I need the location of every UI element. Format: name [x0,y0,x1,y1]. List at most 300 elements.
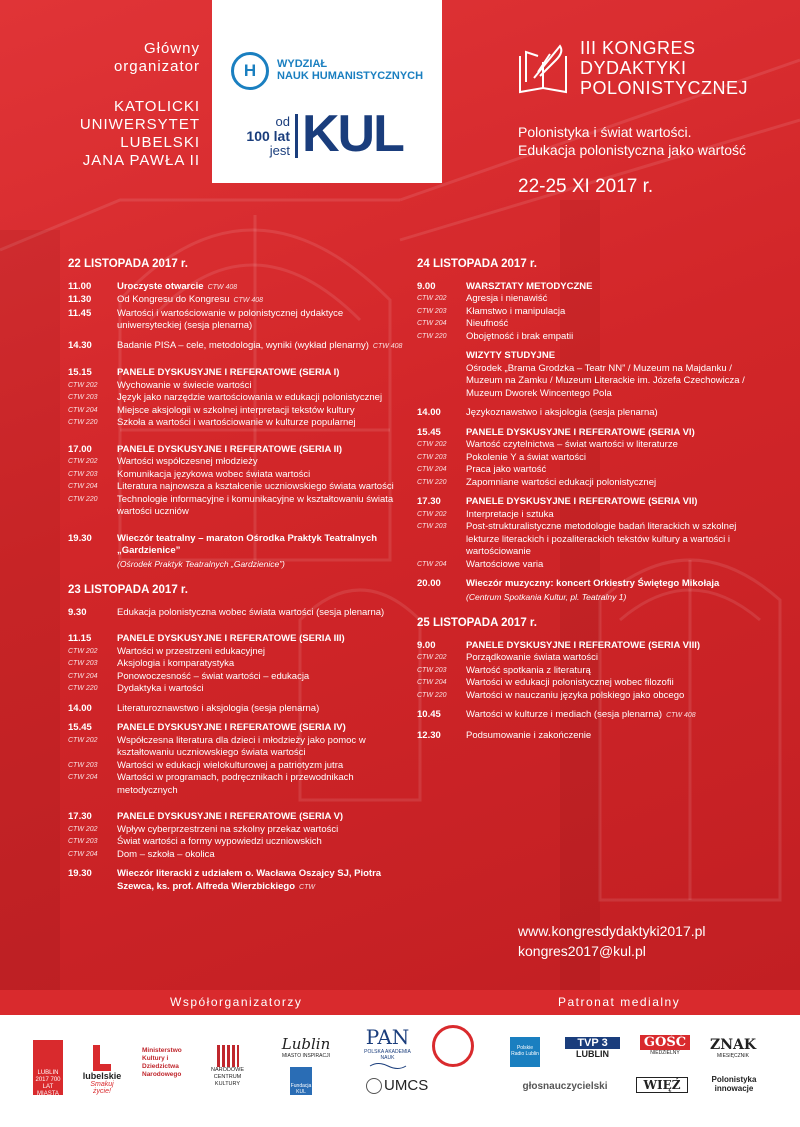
schedule-row [417,730,767,743]
schedule-row [417,709,767,723]
schedule-description [117,392,408,405]
schedule-description [117,494,408,519]
description-text: Wieczór muzyczny: koncert Orkiestry Świętego Mikołaja [466,578,720,589]
university-line-4: JANA PAWŁA II [82,152,200,169]
room-label: CTW 203 [417,666,447,674]
session-room-row [68,671,408,684]
schedule-row [417,363,767,401]
email-link[interactable]: kongres2017@kul.pl [518,943,646,959]
pan-wave-icon [368,1061,408,1071]
room-label: CTW 204 [417,679,447,686]
description-text: Podsumowanie i zakończenie [466,729,592,741]
sponsor-logos [0,1015,800,1127]
room-label: CTW 202 [417,441,447,448]
time-label: 9.00 [417,639,436,651]
footer-band [0,990,800,1015]
row-spacer [68,797,408,811]
time-label: 17.30 [417,496,441,507]
description-text: Porządkowanie świata wartości [466,652,599,663]
session-room-row [417,452,767,465]
room-label: CTW 202 [417,654,447,661]
time-label: 11.00 [68,280,92,292]
time-label: 12.30 [417,729,441,741]
schedule-row [68,607,408,620]
schedule-description [117,760,408,773]
schedule-row [68,444,408,457]
schedule-description [117,367,408,380]
schedule-description [466,350,767,363]
schedule-row [68,633,408,646]
row-spacer [68,619,408,633]
schedule-description [466,665,767,678]
kul-tagline-1: od [275,114,290,129]
row-spacer [417,571,767,578]
schedule-description [117,469,408,482]
congress-subtitle [518,123,746,159]
programme-left-column [68,258,408,894]
room-label: CTW 203 [68,394,98,401]
room-label: CTW 202 [68,458,98,465]
gosc-text: GOŚĆ [640,1035,690,1050]
schedule-row [68,868,408,894]
schedule-row [417,281,767,294]
nck-logo [205,1045,250,1088]
congress-book-icon [516,42,571,97]
lubelskie-text: lubelskie [82,1071,122,1081]
schedule-row [68,308,408,333]
description-text: PANELE DYSKUSYJNE I REFERATOWE (SERIA I) [117,367,340,378]
room-tag: CTW 408 [666,712,696,719]
schedule-row [417,578,767,603]
row-spacer [417,420,767,427]
pan-text: PAN [365,1025,410,1049]
schedule-description [466,677,767,690]
description-text: Nieufność [466,318,509,329]
time-label: 19.30 [68,532,92,544]
description-text: Wartości współczesnej młodzieży [117,456,258,467]
description-text: Świat wartości a formy wypowiedzi uczniowskich [117,836,322,847]
time-label: 15.15 [68,367,92,378]
lublin-city-text: Lublin [281,1035,331,1053]
room-label: CTW 203 [68,660,98,667]
row-spacer [68,430,408,444]
glos-nauczycielski-logo: głosnauczycielski [522,1081,608,1092]
schedule-description [466,578,767,603]
schedule-description [117,607,408,620]
room-label: CTW 203 [417,307,447,315]
session-room-row [417,293,767,306]
schedule-description [466,281,767,294]
description-text: Wartości i wartościowanie w polonistycznej dydaktyce uniwersyteckiej (sesja plenarna) [117,307,344,331]
kul-tagline-2: 100 lat [246,128,290,144]
description-text: Dydaktyka i wartości [117,683,204,694]
time-label: 11.30 [68,294,92,305]
coorganizers-label: Współorganizatorzy [170,995,303,1009]
wnh-line-1: WYDZIAŁ [277,58,328,70]
room-label: CTW 204 [68,672,98,680]
schedule-description [466,477,767,490]
room-label: CTW 202 [68,825,98,833]
schedule-description [466,464,767,477]
description-text: Od Kongresu do Kongresu [117,294,230,305]
session-room-row [68,646,408,659]
description-text: PANELE DYSKUSYJNE I REFERATOWE (SERIA IV) [117,722,346,733]
time-label [417,350,466,363]
session-room-row [68,405,408,418]
session-room-row [417,665,767,678]
description-text: Literatura najnowsza a kształcenie uczniowskiego świata wartości [117,481,394,492]
description-text: Miejsce aksjologii w szkolnej interpretacji tekstów kultury [117,404,355,416]
row-spacer [68,715,408,722]
pan-tagline: POLSKA AKADEMIA NAUK [364,1049,411,1061]
pan-logo [360,1025,415,1073]
schedule-description [466,640,767,653]
session-room-row [417,559,767,572]
lublin-700-logo: LUBLIN 2017 700 LAT MIASTA [33,1040,63,1095]
nck-mark-icon [217,1045,239,1067]
description-text: Język jako narzędzie wartościowania w edukacji polonistycznej [117,392,383,403]
description-text: Kłamstwo i manipulacja [466,305,566,317]
schedule-description [466,306,767,319]
schedule-row [68,340,408,354]
session-room-row [417,439,767,452]
congress-subtitle-2: Edukacja polonistyczna jako wartość [518,142,747,158]
organizer-label-1: Główny [143,40,200,57]
description-text: PANELE DYSKUSYJNE I REFERATOWE (SERIA VII) [466,496,698,507]
day-spacer [68,570,408,584]
room-tag: CTW [299,883,315,891]
description-text: Wartości w kulturze i mediach (sesja plenarna) [466,709,663,720]
session-room-row [417,331,767,344]
description-text: PANELE DYSKUSYJNE I REFERATOWE (SERIA VI) [466,426,695,438]
schedule-description [117,380,408,393]
ministry-logo: Ministerstwo Kultury i Dziedzictwa Narodowego [142,1047,182,1078]
row-spacer [68,333,408,340]
time-label: 9.30 [68,606,87,618]
schedule-description [117,868,408,894]
description-text: Wartości w programach, podręcznikach i przewodnikach metodycznych [117,772,354,796]
day-heading: 25 LISTOPADA 2017 r. [417,617,537,629]
time-label [417,363,466,401]
kul-tagline-3: jest [269,143,290,158]
tvp3-logo [565,1037,620,1059]
description-text: Dom – szkoła – okolica [117,848,215,860]
description-text: Komunikacja językowa wobec świata wartości [117,468,311,480]
description-text: Edukacja polonistyczna wobec świata wartości (sesja plenarna) [117,606,385,618]
room-label: CTW 202 [68,647,98,655]
room-label: CTW 202 [68,381,98,389]
description-text: Wartość spotkania z literaturą [466,664,591,676]
schedule-description [466,407,767,420]
room-label: CTW 220 [417,332,447,340]
contact [518,921,706,961]
time-label: 17.00 [68,443,92,455]
umcs-logo [362,1077,432,1094]
kul-logo: KUL [302,105,403,163]
day-heading: 23 LISTOPADA 2017 r. [68,584,188,596]
description-text: Literaturoznawstwo i aksjologia (sesja plenarna) [117,702,320,714]
society-seal-icon [432,1025,474,1067]
session-room-row [68,683,408,696]
kul-tagline [232,115,290,158]
room-label: CTW 220 [68,495,98,503]
main-organizer [0,40,200,170]
session-room-row [68,392,408,405]
room-label: CTW 203 [68,470,98,478]
day-heading: 24 LISTOPADA 2017 r. [417,258,537,270]
time-label: 20.00 [417,578,441,589]
schedule-description [117,646,408,659]
description-text: Wartość czytelnictwa – świat wartości w literaturze [466,439,678,450]
room-label: CTW 204 [68,850,98,858]
lublin-city-logo [272,1035,340,1059]
university-line-2: UNIWERSYTET [79,116,200,133]
tvp3-text: TVP 3 [565,1037,620,1049]
time-label: 17.30 [68,811,92,822]
description-text: Językoznawstwo i aksjologia (sesja plenarna) [466,407,658,418]
schedule-description [466,730,767,743]
room-label: CTW 204 [417,320,447,327]
congress-title-1: III KONGRES [580,38,696,58]
schedule-row [68,811,408,824]
schedule-row [68,533,408,571]
room-label: CTW 204 [68,774,98,781]
congress-title-3: POLONISTYCZNEJ [580,78,749,98]
schedule-description [466,559,767,572]
schedule-row [417,496,767,509]
lubelskie-mark-icon [93,1045,111,1071]
description-text: Praca jako wartość [466,464,547,475]
schedule-description [117,658,408,671]
schedule-description [466,652,767,665]
congress-subtitle-1: Polonistyka i świat wartości. [518,124,692,140]
room-label: CTW 204 [417,560,447,568]
schedule-row [417,640,767,653]
description-text: Agresja i nienawiść [466,293,548,304]
schedule-description [466,452,767,465]
row-spacer [417,723,767,730]
room-label: CTW 203 [68,761,98,769]
venue-note: (Centrum Spotkania Kultur, pl. Teatralny 1) [466,591,627,602]
session-room-row [68,417,408,430]
schedule-description [117,456,408,469]
time-label: 19.30 [68,868,92,879]
polonistyka-innowacje-logo: Polonistyka innowacje [711,1075,757,1093]
room-label: CTW 202 [417,510,447,518]
schedule-description [117,811,408,824]
session-room-row [68,836,408,849]
schedule-description [117,772,408,797]
description-text: Technologie informacyjne i komunikacyjne w kształtowaniu świata wartości uczniów [117,493,394,517]
gosc-logo [640,1035,690,1056]
description-text: Szkoła a wartości i wartościowanie w kulturze popularnej [117,417,356,428]
polskie-radio-logo: Polskie Radio Lublin [510,1037,540,1067]
time-label: 14.00 [68,702,92,714]
row-spacer [68,696,408,703]
znak-logo [703,1037,763,1059]
session-room-row [417,677,767,690]
session-room-row [68,380,408,393]
session-room-row [417,318,767,331]
day-spacer [417,603,767,617]
congress-date: 22-25 XI 2017 r. [518,176,654,197]
schedule-row [68,703,408,716]
kul-divider [295,114,298,158]
time-label: 9.00 [417,280,436,292]
schedule-row [68,367,408,380]
room-tag: CTW 408 [207,283,238,291]
organizer-label-2: organizator [113,58,200,75]
session-room-row [417,477,767,490]
session-room-row [417,306,767,319]
room-label: CTW 220 [68,685,98,692]
schedule-description [117,633,408,646]
description-text: Post-strukturalistyczne metodologie badań literackich w szkolnej lekturze literackich i pozaliterackich tekstów kultury a wartości i wartościowanie [466,521,737,557]
room-label: CTW 204 [68,406,98,414]
schedule-description [466,318,767,331]
schedule-description [466,293,767,306]
session-room-row [68,849,408,862]
row-spacer [417,702,767,709]
session-room-row [68,824,408,837]
logo-box [212,0,442,183]
description-text: Wychowanie w świecie wartości [117,379,252,391]
description-text: Zapomniane wartości edukacji polonistycznej [466,476,657,488]
day-heading: 22 LISTOPADA 2017 r. [68,258,188,270]
fundacja-logo: Fundacja KUL [290,1067,312,1095]
description-text: Pokolenie Y a świat wartości [466,451,587,463]
room-tag: CTW 408 [233,297,264,304]
congress-title [580,38,748,98]
time-label: 11.15 [68,633,92,644]
tvp3-tagline: LUBLIN [576,1049,609,1059]
schedule-row [68,722,408,735]
wnh-logo-icon: H [231,52,269,90]
time-label: 10.45 [417,709,441,720]
session-room-row [68,735,408,760]
description-text: PANELE DYSKUSYJNE I REFERATOWE (SERIA VIII) [466,639,701,651]
room-label: CTW 220 [417,478,447,486]
description-text: WIZYTY STUDYJNE [466,350,556,361]
session-room-row [68,469,408,482]
schedule-description [117,722,408,735]
wiez-logo: WIĘŹ [636,1077,688,1093]
media-patrons-label: Patronat medialny [558,995,681,1009]
schedule-description [117,849,408,862]
schedule-row [417,407,767,420]
description-text: Wpływ cyberprzestrzeni na szkolny przekaz wartości [117,823,339,835]
znak-tagline: MIESIĘCZNIK [717,1053,749,1059]
session-room-row [417,690,767,703]
time-label: 11.45 [68,307,92,319]
website-link[interactable]: www.kongresdydaktyki2017.pl [518,923,706,939]
schedule-description [466,496,767,509]
session-room-row [417,464,767,477]
schedule-description [117,836,408,849]
schedule-description [466,690,767,703]
room-label: CTW 202 [68,736,98,744]
schedule-description [117,683,408,696]
description-text: Uroczyste otwarcie [117,280,204,292]
schedule-description [117,533,408,571]
schedule-description [117,281,408,295]
schedule-description [117,294,408,308]
time-label: 14.30 [68,339,92,351]
session-room-row [417,652,767,665]
university-line-1: KATOLICKI [114,98,200,115]
row-spacer [68,353,408,367]
gosc-tagline: NIEDZIELNY [650,1050,680,1056]
row-spacer [417,489,767,496]
description-text: Interpretacje i sztuka [466,508,554,520]
description-text: Ośrodek „Brama Grodzka – Teatr NN” / Muzeum na Majdanku / Muzeum na Zamku / Muzeum Literackie im. Józefa Czechowicza / Muzeum Dworek Wincentego Pola [466,362,745,399]
description-text: PANELE DYSKUSYJNE I REFERATOWE (SERIA V) [117,811,344,822]
schedule-description [466,363,767,401]
schedule-description [117,703,408,716]
room-label: CTW 203 [417,523,447,530]
session-room-row [68,760,408,773]
wnh-logo-text [277,58,423,82]
room-tag: CTW 408 [372,342,403,350]
row-spacer [417,400,767,407]
schedule-description [117,824,408,837]
session-room-row [417,509,767,522]
schedule-description [466,439,767,452]
session-room-row [417,521,767,559]
lublin-city-tagline: MIASTO INSPIRACJI [282,1053,330,1059]
venue-note: (Ośrodek Praktyk Teatralnych „Gardzienice”) [117,558,285,569]
description-text: Wartości w przestrzeni edukacyjnej [117,645,266,657]
schedule-description [117,417,408,430]
lubelskie-tagline: Smakuj życie! [90,1081,114,1095]
room-label: CTW 204 [417,466,447,473]
congress-title-2: DYDAKTYKI [580,58,687,78]
description-text: Wartości w edukacji wielokulturowej a patriotyzm jutra [117,759,344,771]
schedule-row [417,427,767,440]
umcs-crest-icon [366,1078,382,1094]
description-text: PANELE DYSKUSYJNE I REFERATOWE (SERIA III) [117,633,345,644]
time-label: 14.00 [417,407,441,418]
room-label: CTW 204 [68,483,98,490]
session-room-row [68,481,408,494]
schedule-description [117,735,408,760]
row-spacer [68,861,408,868]
wnh-line-2: NAUK HUMANISTYCZNYCH [277,70,424,82]
description-text: Wartości w edukacji polonistycznej wobec filozofii [466,677,674,688]
schedule-description [117,671,408,684]
umcs-text: UMCS [384,1077,429,1094]
description-text: PANELE DYSKUSYJNE I REFERATOWE (SERIA II) [117,443,343,455]
room-label: CTW 220 [68,419,98,426]
schedule-description [466,509,767,522]
schedule-description [117,405,408,418]
room-label: CTW 203 [68,838,98,845]
room-label: CTW 202 [417,295,447,302]
schedule-description [117,308,408,333]
session-room-row [68,494,408,519]
schedule-row [68,281,408,295]
description-text: Aksjologia i komparatystyka [117,658,235,669]
room-label: CTW 203 [417,453,447,461]
session-room-row [68,456,408,469]
schedule-description [466,427,767,440]
description-text: Ponowoczesność – świat wartości – edukacja [117,670,310,682]
schedule-description [466,521,767,559]
description-text: Wartości w nauczaniu języka polskiego jako obcego [466,689,685,701]
schedule-description [466,331,767,344]
row-spacer [417,343,767,350]
time-label: 15.45 [417,426,441,438]
